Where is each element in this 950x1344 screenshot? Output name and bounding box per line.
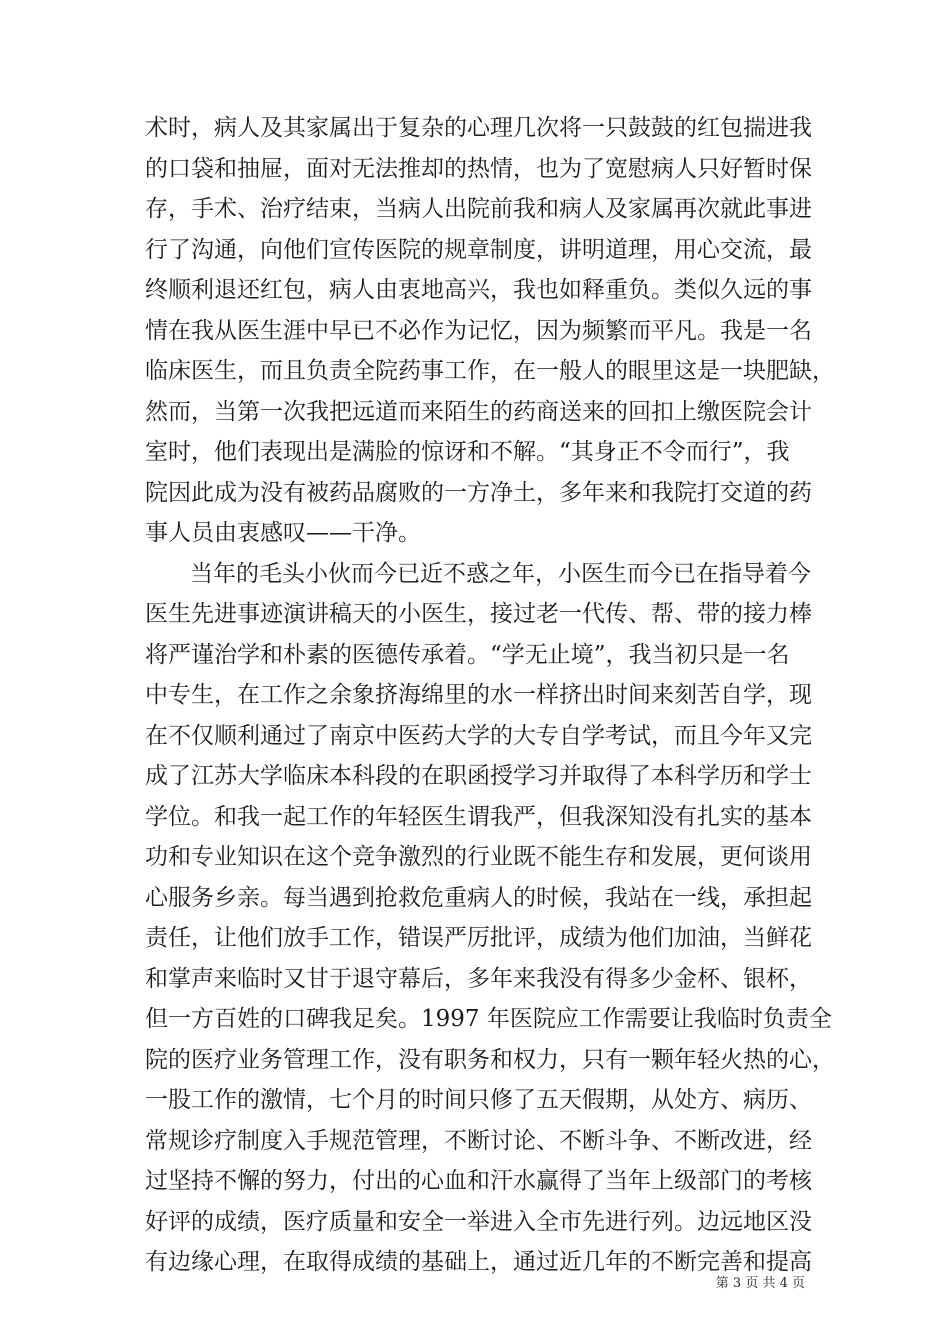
text-line: 院的医疗业务管理工作，没有职务和权力，只有一颗年轻火热的心，	[145, 1046, 835, 1073]
text-line: 有边缘心理，在取得成绩的基础上，通过近几年的不断完善和提高	[145, 1249, 812, 1275]
text-line: 但一方百姓的口碑我足矣。1997 年医院应工作需要让我临时负责全	[145, 1006, 832, 1032]
text-line: 医生先进事迹演讲稿天的小医生，接过老一代传、帮、带的接力棒	[145, 601, 812, 627]
text-line: 终顺利退还红包，病人由衷地高兴，我也如释重负。类似久远的事	[145, 277, 812, 303]
text-line: 成了江苏大学临床本科段的在职函授学习并取得了本科学历和学士	[145, 763, 812, 789]
text-line: 院因此成为没有被药品腐败的一方净土，多年来和我院打交道的药	[145, 479, 812, 506]
text-line: 好评的成绩，医疗质量和安全一举进入全市先进行列。边远地区没	[145, 1208, 812, 1235]
text-line: 情在我从医生涯中早已不必作为记忆，因为频繁而平凡。我是一名	[145, 317, 812, 344]
text-line: 和掌声来临时又甘于退守幕后，多年来我没有得多少金杯、银杯，	[145, 965, 812, 992]
text-line: 将严谨治学和朴素的医德传承着。“学无止境”，我当初只是一名	[145, 641, 790, 668]
text-line: 事人员由衷感叹——干净。	[145, 520, 421, 546]
text-line: 临床医生，而且负责全院药事工作，在一般人的眼里这是一块肥缺，	[145, 358, 835, 384]
text-line: 的口袋和抽屉，面对无法推却的热情，也为了宽慰病人只好暂时保	[145, 155, 812, 182]
text-line: 责任，让他们放手工作，错误严厉批评，成绩为他们加油，当鲜花	[145, 925, 812, 951]
text-line: 常规诊疗制度入手规范管理，不断讨论、不断斗争、不断改进，经	[145, 1127, 812, 1154]
text-line: 过坚持不懈的努力，付出的心血和汗水赢得了当年上级部门的考核	[145, 1168, 812, 1194]
page-number: 第 3 页 共 4 页	[715, 1276, 805, 1291]
text-line: 行了沟通，向他们宣传医院的规章制度，讲明道理，用心交流，最	[145, 236, 812, 263]
paragraph-first-line: 当年的毛头小伙而今已近不惑之年，小医生而今已在指导着今	[190, 560, 811, 587]
text-line: 室时，他们表现出是满脸的惊讶和不解。“其身正不令而行”，我	[145, 439, 790, 465]
text-line: 功和专业知识在这个竞争激烈的行业既不能生存和发展，更何谈用	[145, 844, 812, 870]
text-line: 存，手术、治疗结束，当病人出院前我和病人及家属再次就此事进	[145, 196, 812, 222]
text-line: 在不仅顺利通过了南京中医药大学的大专自学考试，而且今年又完	[145, 722, 812, 749]
text-line: 然而，当第一次我把远道而来陌生的药商送来的回扣上缴医院会计	[145, 398, 812, 425]
text-line: 一股工作的激情，七个月的时间只修了五天假期，从处方、病历、	[145, 1087, 812, 1113]
text-line: 术时，病人及其家属出于复杂的心理几次将一只鼓鼓的红包揣进我	[145, 115, 812, 141]
text-line: 中专生，在工作之余象挤海绵里的水一样挤出时间来刻苦自学，现	[145, 682, 812, 708]
text-line: 学位。和我一起工作的年轻医生谓我严，但我深知没有扎实的基本	[145, 803, 812, 830]
text-line: 心服务乡亲。每当遇到抢救危重病人的时候，我站在一线，承担起	[145, 884, 812, 911]
